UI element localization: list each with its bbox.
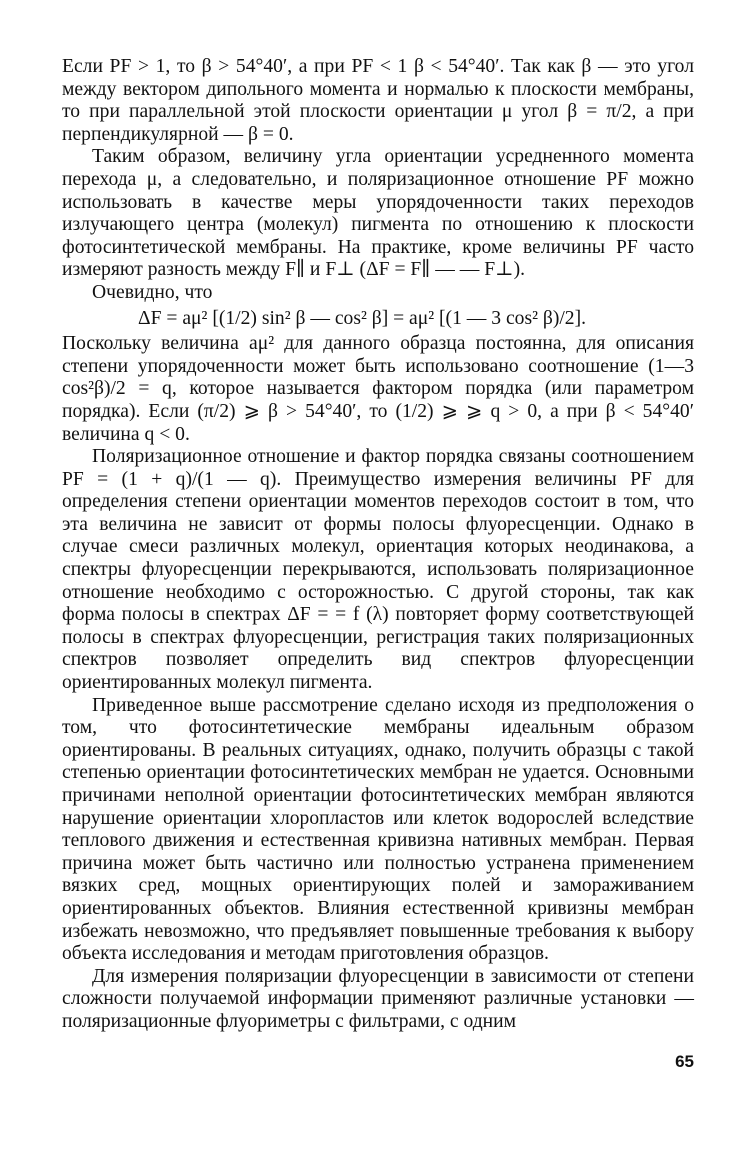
formula: ΔF = aμ² [(1/2) sin² β — cos² β] = aμ² [(1 — 3 cos² β)/2]. (138, 307, 587, 329)
page-body (62, 56, 694, 1034)
paragraph-5: Поляризационное отношение и фактор порядка связаны соотношением PF = (1 + q)/(1 — q). Преимущество измерения величины PF для определения степени ориентации моментов переходов состоит в том, что эта величина не зависит от формы полосы флуоресценции. Однако в случае смеси различных молекул, ориентация которых неодинакова, а спектры флуоресценции перекрываются, использовать поляризационное отношение необходимо с осторожностью. С другой стороны, так как форма полосы в спектрах ΔF = = f (λ) повторяет форму соответствующей полосы в спектрах флуоресценции, регистрация таких поляризационных спектров позволяет определить вид спектров флуоресценции ориентированных молекул пигмента. (62, 446, 694, 694)
paragraph-7: Для измерения поляризации флуоресценции в зависимости от степени сложности получаемой информации применяют различные установки — поляризационные флуориметры с фильтрами, с одним (62, 965, 694, 1032)
paragraph-3: Очевидно, что (92, 281, 213, 303)
paragraph-6: Приведенное выше рассмотрение сделано исходя из предположения о том, что фотосинтетические мембраны идеальным образом ориентированы. В реальных ситуациях, однако, получить образцы с такой степенью ориентации фотосинтетических мембран не удается. Основными причинами неполной ориентации фотосинтетических мембран являются нарушение ориентации хлоропластов или клеток водорослей вследствие теплового движения и естественная кривизна нативных мембран. Первая причина может быть частично или полностью устранена применением вязких сред, мощных ориентирующих полей и замораживанием ориентированных объектов. Влияния естественной кривизны мембран избежать невозможно, что предъявляет повышенные требования к выбору объекта исследования и методам приготовления образцов. (62, 694, 694, 965)
page-number: 65 (675, 1052, 694, 1071)
paragraph-1: Если PF > 1, то β > 54°40′, а при PF < 1 β < 54°40′. Так как β — это угол между вектором дипольного момента и нормалью к плоскости мембраны, то при параллельной этой плоскости ориентации μ угол β = π/2, а при перпендикулярной — β = 0. (62, 56, 694, 145)
paragraph-4: Поскольку величина aμ² для данного образца постоянна, для описания степени упорядоченности может быть использовано соотношение (1—3 cos²β)/2 = q, которое называется фактором порядка (или параметром порядка). Если (π/2) ⩾ β > 54°40′, то (1/2) ⩾ ⩾ q > 0, а при β < 54°40′ величина q < 0. (62, 333, 694, 445)
paragraph-2: Таким образом, величину угла ориентации усредненного момента перехода μ, а следовательно, и поляризационное отношение PF можно использовать в качестве меры упорядоченности таких переходов излучающего центра (молекул) пигмента по отношению к плоскости фотосинтетической мембраны. На практике, кроме величины PF часто измеряют разность между F∥ и F⊥ (ΔF = F∥ — — F⊥). (62, 146, 694, 281)
